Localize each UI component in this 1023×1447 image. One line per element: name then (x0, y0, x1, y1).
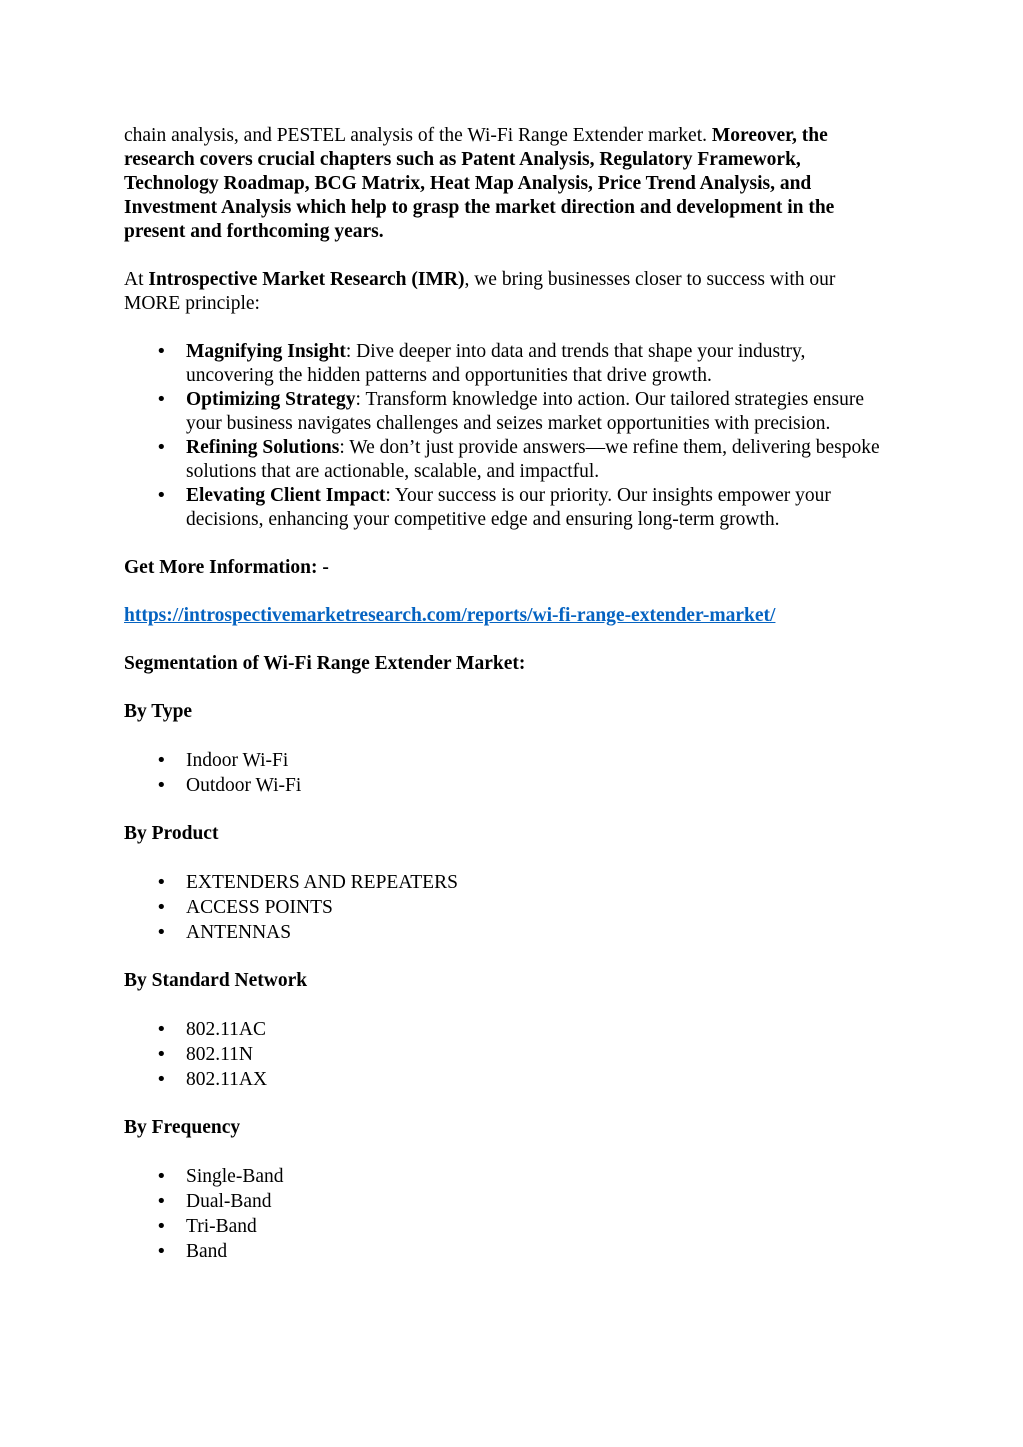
principle-text: : Dive deeper into data and trends that shape your industry, uncovering the hidden patterns and opportunities that drive growth. (186, 341, 806, 386)
more-info-label: Get More Information: - (124, 557, 329, 578)
imr-pre-text: At (124, 269, 149, 290)
segment-title-type (124, 700, 894, 724)
principle-title: Elevating Client Impact (186, 485, 386, 506)
principle-text: : We don’t just provide answers—we refine them, delivering bespoke solutions that are actionable, scalable, and impactful. (186, 437, 880, 482)
segmentation-heading-text: Segmentation of Wi-Fi Range Extender Market: (124, 653, 526, 674)
list-item: • Indoor Wi-Fi (124, 748, 894, 773)
list-item: • 802.11N (124, 1042, 894, 1067)
segment-title-text: By Type (124, 701, 193, 722)
list-item: • EXTENDERS AND REPEATERS (124, 870, 894, 895)
segment-title-standard-network (124, 969, 894, 993)
document-body (124, 124, 894, 1264)
segment-title-text: By Standard Network (124, 970, 308, 991)
principle-text: : Your success is our priority. Our insights empower your decisions, enhancing your competitive edge and ensuring long-term growth. (186, 485, 831, 530)
segment-list-type (124, 748, 894, 798)
intro-paragraph (124, 124, 894, 244)
imr-paragraph (124, 268, 894, 316)
imr-post-text: , we bring businesses closer to success with our MORE principle: (124, 269, 836, 314)
list-item: • ANTENNAS (124, 920, 894, 945)
segment-title-text: By Frequency (124, 1117, 241, 1138)
report-link-paragraph (124, 604, 894, 628)
list-item: • ACCESS POINTS (124, 895, 894, 920)
intro-plain-text: chain analysis, and PESTEL analysis of the Wi-Fi Range Extender market. (124, 125, 712, 146)
list-item: • 802.11AX (124, 1067, 894, 1092)
segment-list-product (124, 870, 894, 945)
list-item: • Tri-Band (124, 1214, 894, 1239)
principle-title: Refining Solutions (186, 437, 340, 458)
segment-title-product (124, 822, 894, 846)
segment-list-standard-network (124, 1017, 894, 1092)
intro-bold-text: Moreover, the research covers crucial chapters such as Patent Analysis, Regulatory Framework, Technology Roadmap, BCG Matrix, Heat Map Analysis, Price Trend Analysis, and Investment Analysis which help to grasp the market direction and development in the present and forthcoming years. (124, 125, 835, 242)
list-item: • Outdoor Wi-Fi (124, 773, 894, 798)
principles-list (124, 340, 894, 532)
list-item: • 802.11AC (124, 1017, 894, 1042)
principle-title: Magnifying Insight (186, 341, 346, 362)
list-item: • Dual-Band (124, 1189, 894, 1214)
imr-company-name: Introspective Market Research (IMR) (148, 269, 465, 290)
list-item: • Single-Band (124, 1164, 894, 1189)
segment-list-frequency (124, 1164, 894, 1264)
report-link[interactable]: https://introspectivemarketresearch.com/reports/wi-fi-range-extender-market/ (124, 605, 776, 626)
principle-item-magnifying-insight (124, 340, 894, 388)
more-info-heading (124, 556, 894, 580)
segmentation-heading (124, 652, 894, 676)
principle-item-refining-solutions (124, 436, 894, 484)
segment-title-frequency (124, 1116, 894, 1140)
principle-item-elevating-client-impact (124, 484, 894, 532)
principle-text: : Transform knowledge into action. Our tailored strategies ensure your business navigates challenges and seizes market opportunities with precision. (186, 389, 865, 434)
list-item: • Band (124, 1239, 894, 1264)
segment-title-text: By Product (124, 823, 219, 844)
principle-item-optimizing-strategy (124, 388, 894, 436)
principle-title: Optimizing Strategy (186, 389, 356, 410)
